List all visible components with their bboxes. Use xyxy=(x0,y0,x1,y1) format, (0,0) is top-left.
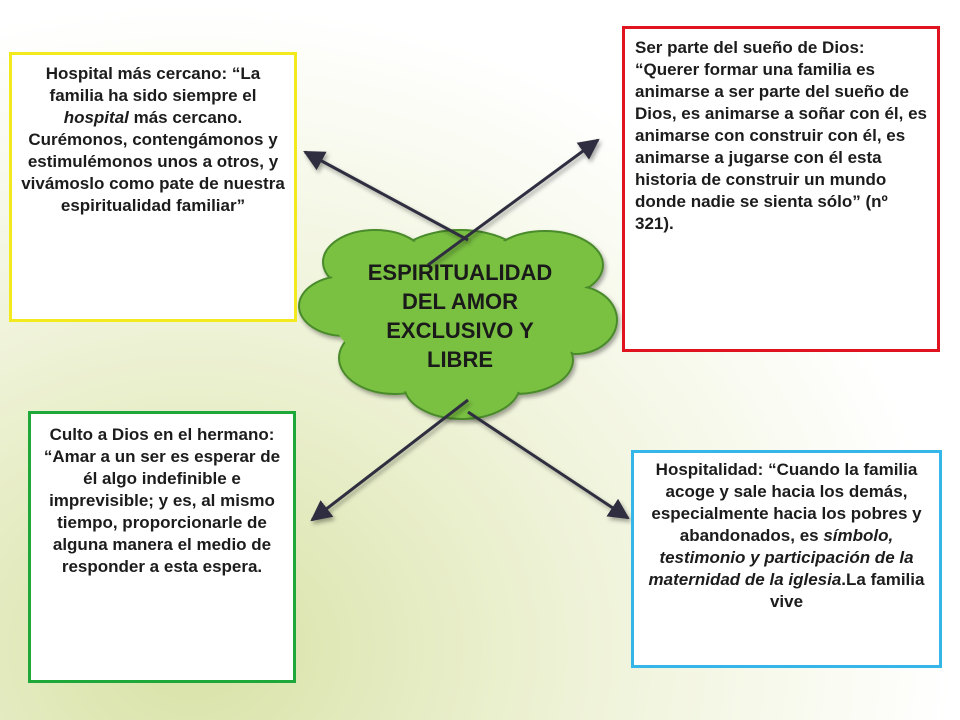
hospital-text: Hospital más cercano: “La familia ha sido siempre el hospital más cercano. Curémonos, contengámonos y estimulémonos unos a otros, y vivámoslo como pate de nuestra espiritualidad familiar” xyxy=(21,64,285,215)
sueno-box xyxy=(622,26,940,352)
culto-text: Culto a Dios en el hermano: “Amar a un ser es esperar de él algo indefinible e imprevisible; y es, al mismo tiempo, proporcionarle de alguna manera el medio de responder a esta espera. xyxy=(43,425,281,576)
sueno-text: Ser parte del sueño de Dios: “Querer formar una familia es animarse a ser parte del sueño de Dios, es animarse a soñar con él, es animarse con construir con él, es animarse a jugarse con él esta historia de construir un mundo donde nadie se sienta sólo” (nº 321). xyxy=(635,38,927,233)
center-title xyxy=(322,258,598,374)
center-title-line: EXCLUSIVO Y xyxy=(386,318,534,343)
culto-box xyxy=(28,411,296,683)
center-title-line: ESPIRITUALIDAD xyxy=(367,260,553,285)
hospitalidad-text: Hospitalidad: “Cuando la familia acoge y sale hacia los demás, especialmente hacia los pobres y abandonados, es símbolo, testimonio y participación de la maternidad de la iglesia.La familia vive xyxy=(648,460,925,611)
hospitalidad-box xyxy=(631,450,942,668)
center-title-line: LIBRE xyxy=(427,347,493,372)
arrow-to-culto xyxy=(312,400,468,520)
hospital-box xyxy=(9,52,297,322)
arrow-to-hospitalidad xyxy=(468,412,628,518)
arrow-to-hospital xyxy=(305,152,468,240)
center-title-line: DEL AMOR xyxy=(401,289,519,314)
